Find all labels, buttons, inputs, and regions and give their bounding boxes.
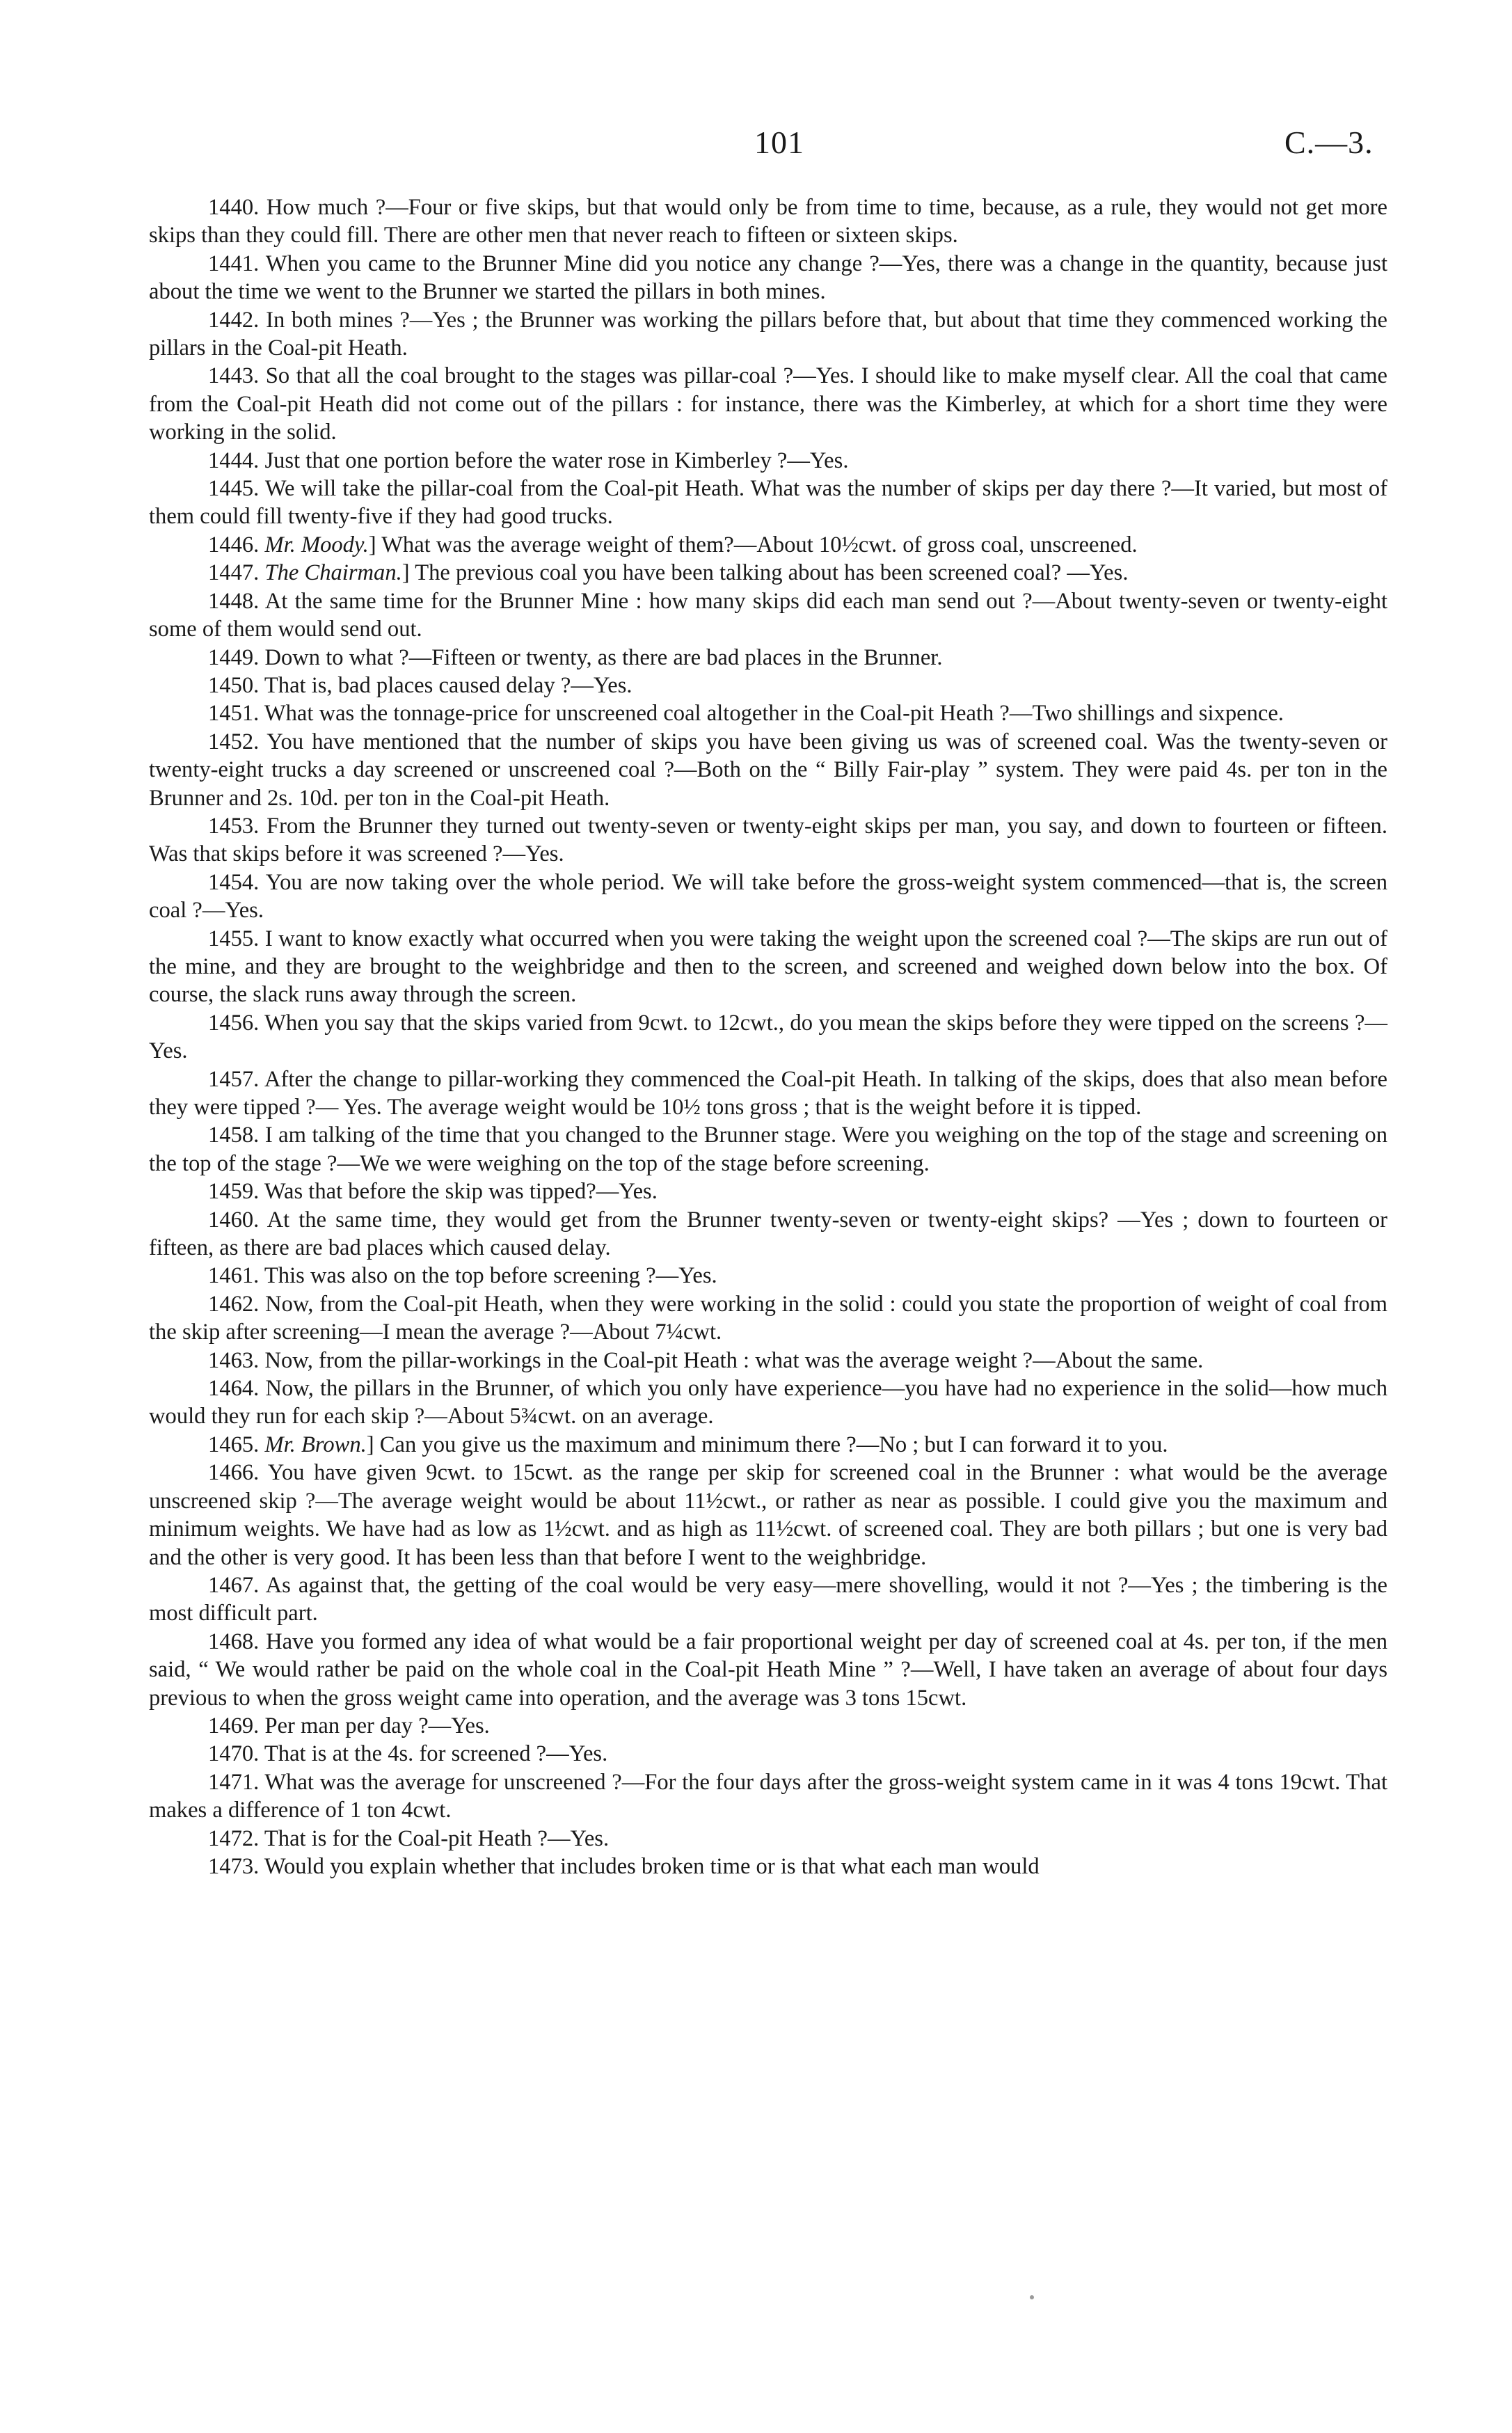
question-number: 1461. bbox=[208, 1263, 260, 1289]
testimony-text: At the same time, they would get from the Brunner twenty-seven or twenty-eight skips? —Yes ; down to fourteen or fifteen, as there are bad places which caused delay. bbox=[149, 1207, 1387, 1261]
speaker-name: Mr. Moody. bbox=[264, 532, 369, 557]
testimony-paragraph bbox=[149, 1178, 1387, 1205]
testimony-paragraph bbox=[149, 1459, 1387, 1571]
question-number: 1444. bbox=[208, 447, 260, 473]
testimony-paragraph bbox=[149, 193, 1387, 250]
testimony-paragraph bbox=[149, 306, 1387, 363]
testimony-text: Was that before the skip was tipped?—Yes. bbox=[264, 1179, 658, 1205]
testimony-text: Per man per day ?—Yes. bbox=[264, 1713, 490, 1738]
question-number: 1457. bbox=[208, 1066, 260, 1092]
testimony-text: Can you give us the maximum and minimum there ?—No ; but I can forward it to you. bbox=[379, 1432, 1168, 1457]
question-number: 1460. bbox=[208, 1207, 260, 1233]
testimony-paragraph bbox=[149, 1290, 1387, 1347]
testimony-paragraph: 1447. The Chairman.] The previous coal you have been talking about has been screened coal? —Yes. bbox=[208, 560, 1129, 586]
testimony-text: After the change to pillar-working they commenced the Coal-pit Heath. In talking of the skips, does that also mean before they were tipped ?— Yes. The average weight would be 10½ tons gross ; that is the weight before it is tipped. bbox=[149, 1066, 1387, 1120]
question-number: 1441. bbox=[208, 251, 260, 276]
question-number: 1472. bbox=[208, 1825, 260, 1851]
testimony-paragraph bbox=[149, 699, 1387, 727]
testimony-text: What was the tonnage-price for unscreened coal altogether in the Coal-pit Heath ?—Two shillings and sixpence. bbox=[264, 701, 1284, 727]
testimony-text: The previous coal you have been talking about has been screened coal? —Yes. bbox=[415, 560, 1129, 586]
testimony-text: That is for the Coal-pit Heath ?—Yes. bbox=[264, 1825, 610, 1851]
question-number: 1459. bbox=[208, 1179, 260, 1205]
page-number: 101 bbox=[754, 125, 804, 160]
testimony-paragraph bbox=[149, 447, 1387, 475]
question-number: 1446. bbox=[208, 532, 260, 557]
question-number: 1447. bbox=[208, 560, 260, 586]
question-number: 1473. bbox=[208, 1853, 260, 1879]
testimony-paragraph bbox=[149, 1262, 1387, 1290]
testimony-paragraph bbox=[149, 1065, 1387, 1122]
testimony-text: When you say that the skips varied from 9cwt. to 12cwt., do you mean the skips before they were tipped on the screens ?—Yes. bbox=[149, 1010, 1388, 1064]
testimony-paragraph bbox=[149, 1712, 1387, 1740]
testimony-paragraph bbox=[149, 250, 1387, 306]
testimony-paragraph bbox=[149, 1825, 1387, 1853]
testimony-paragraph bbox=[149, 1571, 1387, 1628]
testimony-text: Now, from the pillar-workings in the Coal-pit Heath : what was the average weight ?—About the same. bbox=[264, 1347, 1204, 1373]
question-number: 1443. bbox=[208, 363, 260, 389]
question-number: 1452. bbox=[208, 729, 260, 754]
series-code: C.—3. bbox=[1284, 125, 1374, 160]
question-number: 1468. bbox=[208, 1628, 260, 1654]
question-number: 1454. bbox=[208, 869, 260, 895]
testimony-paragraph bbox=[149, 1768, 1387, 1825]
testimony-text: Down to what ?—Fifteen or twenty, as there are bad places in the Brunner. bbox=[264, 644, 943, 670]
question-number: 1462. bbox=[208, 1291, 260, 1317]
testimony-paragraph bbox=[149, 1009, 1387, 1065]
testimony-paragraph bbox=[149, 587, 1387, 644]
speaker-name: Mr. Brown. bbox=[264, 1432, 367, 1457]
speaker-name: The Chairman. bbox=[264, 560, 402, 586]
testimony-paragraph bbox=[149, 925, 1387, 1009]
question-number: 1469. bbox=[208, 1713, 260, 1738]
testimony-text: When you came to the Brunner Mine did you notice any change ?—Yes, there was a change in the quantity, because just about the time we went to the Brunner we started the pillars in both mines. bbox=[149, 251, 1388, 305]
testimony-paragraph bbox=[149, 475, 1387, 531]
testimony-text: What was the average weight of them?—About 10½cwt. of gross coal, unscreened. bbox=[381, 532, 1138, 557]
testimony-paragraph bbox=[149, 728, 1387, 812]
question-number: 1440. bbox=[208, 195, 260, 220]
testimony-text: Would you explain whether that includes broken time or is that what each man would bbox=[264, 1853, 1040, 1879]
testimony-text: We will take the pillar-coal from the Coal-pit Heath. What was the number of skips per day there ?—It varied, but most of them could fill twenty-five if they had good trucks. bbox=[149, 476, 1388, 530]
question-number: 1448. bbox=[208, 588, 260, 614]
question-number: 1456. bbox=[208, 1010, 260, 1036]
testimony-paragraph: 1465. Mr. Brown.] Can you give us the maximum and minimum there ?—No ; but I can forward it to you. bbox=[208, 1432, 1168, 1457]
testimony-text: From the Brunner they turned out twenty-seven or twenty-eight skips per man, you say, and down to fourteen or fifteen. Was that skips before it was screened ?—Yes. bbox=[149, 813, 1387, 867]
testimony-text: How much ?—Four or five skips, but that would only be from time to time, because, as a rule, they would not get more skips than they could fill. There are other men that never reach to fifteen or sixteen skips. bbox=[149, 195, 1387, 248]
question-number: 1455. bbox=[208, 926, 260, 951]
testimony-text: In both mines ?—Yes ; the Brunner was working the pillars before that, but about that time they commenced working the pillars in the Coal-pit Heath. bbox=[149, 307, 1387, 361]
minutes-of-evidence-body bbox=[149, 193, 1387, 1880]
testimony-paragraph bbox=[149, 1628, 1387, 1712]
question-number: 1467. bbox=[208, 1572, 260, 1598]
question-number: 1442. bbox=[208, 307, 260, 333]
question-number: 1453. bbox=[208, 813, 260, 839]
testimony-paragraph bbox=[149, 1853, 1387, 1880]
testimony-text: What was the average for unscreened ?—For the four days after the gross-weight system came in it was 4 tons 19cwt. That makes a difference of 1 ton 4cwt. bbox=[149, 1769, 1388, 1823]
question-number: 1445. bbox=[208, 476, 260, 502]
testimony-text: So that all the coal brought to the stages was pillar-coal ?—Yes. I should like to make myself clear. All the coal that came from the Coal-pit Heath did not come out of the pillars : for instance, there was the Kimberley, at which for a short time they were working in the solid. bbox=[149, 363, 1387, 445]
testimony-text: You have given 9cwt. to 15cwt. as the range per skip for screened coal in the Brunner : what would be the average unscreened skip ?—The average weight would be about 11½cwt., or rather as near as possible. I could give you the maximum and minimum weights. We have had as low as 1½cwt. and as high as 11½cwt. of screened coal. They are both pillars ; but one is very bad and the other is very good. It has been less than that before I went to the weighbridge. bbox=[149, 1460, 1387, 1570]
testimony-text: As against that, the getting of the coal would be very easy—mere shovelling, would it not ?—Yes ; the timbering is the most difficult part. bbox=[149, 1572, 1387, 1626]
scan-speck bbox=[1030, 2295, 1034, 2299]
question-number: 1449. bbox=[208, 644, 260, 670]
testimony-text: Just that one portion before the water rose in Kimberley ?—Yes. bbox=[264, 447, 849, 473]
question-number: 1465. bbox=[208, 1432, 260, 1457]
testimony-text: You are now taking over the whole period. We will take before the gross-weight system commenced—that is, the screen coal ?—Yes. bbox=[149, 869, 1387, 924]
testimony-text: You have mentioned that the number of skips you have been giving us was of screened coal. Was the twenty-seven or twenty-eight trucks a day screened or unscreened coal ?—Both on the “ Billy Fair-play ” system. They were paid 4s. per ton in the Brunner and 2s. 10d. per ton in the Coal-pit Heath. bbox=[149, 729, 1387, 811]
testimony-paragraph bbox=[149, 1740, 1387, 1768]
question-number: 1470. bbox=[208, 1741, 260, 1767]
question-number: 1450. bbox=[208, 672, 260, 698]
question-number: 1471. bbox=[208, 1769, 260, 1795]
testimony-paragraph bbox=[149, 672, 1387, 699]
testimony-paragraph bbox=[149, 812, 1387, 869]
testimony-paragraph bbox=[149, 1347, 1387, 1374]
testimony-text: Have you formed any idea of what would be a fair proportional weight per day of screened coal at 4s. per ton, if the men said, “ We would rather be paid on the whole coal in the Coal-pit Heath Mine ” ?—Well, I have taken an average of about four days previous to when the gross weight came into operation, and the average was 3 tons 15cwt. bbox=[149, 1628, 1387, 1711]
question-number: 1458. bbox=[208, 1123, 260, 1148]
question-number: 1463. bbox=[208, 1347, 260, 1373]
testimony-text: I am talking of the time that you changed to the Brunner stage. Were you weighing on the top of the stage and screening on the top of the stage ?—We we were weighing on the top of the stage before screening. bbox=[149, 1123, 1387, 1176]
testimony-paragraph bbox=[149, 362, 1387, 446]
testimony-text: This was also on the top before screening ?—Yes. bbox=[264, 1263, 717, 1289]
testimony-text: Now, from the Coal-pit Heath, when they were working in the solid : could you state the proportion of weight of coal from the skip after screening—I mean the average ?—About 7¼cwt. bbox=[149, 1291, 1387, 1345]
testimony-paragraph bbox=[149, 1121, 1387, 1178]
testimony-paragraph bbox=[149, 644, 1387, 672]
testimony-text: I want to know exactly what occurred when you were taking the weight upon the screened coal ?—The skips are run out of the mine, and they are brought to the weighbridge and then to the screen, and screened and weighed down below into the box. Of course, the slack runs away through the screen. bbox=[149, 926, 1387, 1008]
testimony-text: At the same time for the Brunner Mine : how many skips did each man send out ?—About twenty-seven or twenty-eight some of them would send out. bbox=[149, 588, 1387, 642]
testimony-text: Now, the pillars in the Brunner, of which you only have experience—you have had no experience in the solid—how much would they run for each skip ?—About 5¾cwt. on an average. bbox=[149, 1376, 1387, 1429]
testimony-paragraph bbox=[149, 869, 1387, 925]
testimony-paragraph: 1446. Mr. Moody.] What was the average weight of them?—About 10½cwt. of gross coal, unscreened. bbox=[208, 532, 1138, 557]
testimony-paragraph bbox=[149, 1206, 1387, 1262]
testimony-text: That is at the 4s. for screened ?—Yes. bbox=[264, 1741, 608, 1767]
testimony-text: That is, bad places caused delay ?—Yes. bbox=[264, 672, 632, 698]
question-number: 1451. bbox=[208, 701, 260, 727]
question-number: 1466. bbox=[208, 1460, 260, 1486]
testimony-paragraph bbox=[149, 1374, 1387, 1431]
question-number: 1464. bbox=[208, 1376, 260, 1402]
